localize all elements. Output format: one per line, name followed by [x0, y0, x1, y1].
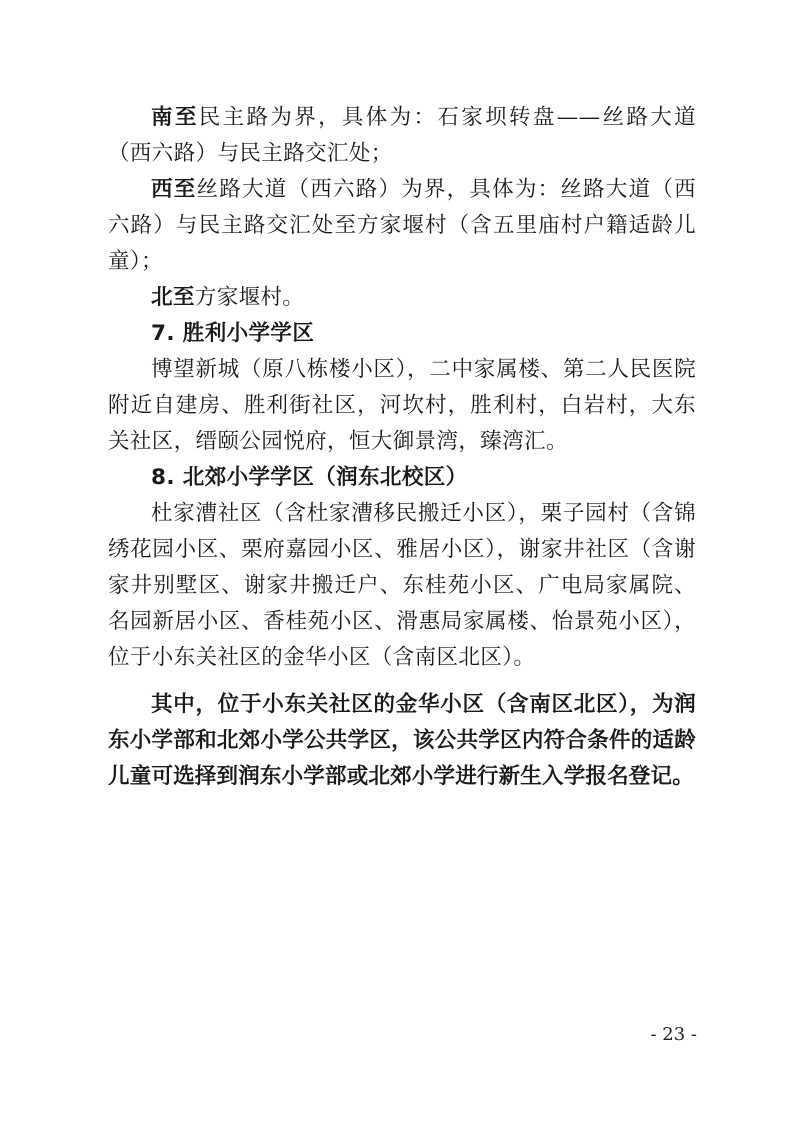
west-boundary-text: 丝路大道（西六路）为界，具体为：丝路大道（西六路）与民主路交汇处至方家堰村（含五里庙村户籍适龄儿童）； [108, 177, 696, 274]
section-8-heading: 8. 北郊小学学区（润东北校区） [151, 465, 468, 490]
north-boundary-text: 方家堰村。 [194, 285, 305, 310]
section-8-body: 杜家漕社区（含杜家漕移民搬迁小区），栗子园村（含锦绣花园小区、栗府嘉园小区、雅居小区），谢家井社区（含谢家井别墅区、谢家井搬迁户、东桂苑小区、广电局家属院、名园新居小区、香桂苑小区、滑惠局家属楼、怡景苑小区），位于小东关社区的金华小区（含南区北区）。 [108, 501, 696, 670]
page-number: - 23 - [650, 1024, 697, 1045]
section-7-heading: 7. 胜利小学学区 [151, 321, 315, 346]
south-boundary-lead: 南至 [151, 105, 199, 130]
west-boundary-paragraph [108, 172, 696, 280]
west-boundary-lead: 西至 [151, 177, 197, 202]
south-boundary-paragraph [108, 100, 696, 172]
document-page [108, 100, 696, 795]
section-7-body: 博望新城（原八栋楼小区），二中家属楼、第二人民医院附近自建房、胜利街社区，河坎村，胜利村，白岩村，大东关社区，缙颐公园悦府，恒大御景湾，臻湾汇。 [108, 357, 696, 454]
north-boundary-lead: 北至 [151, 285, 195, 310]
north-boundary-paragraph [108, 280, 696, 316]
south-boundary-text: 民主路为界，具体为：石家坝转盘——丝路大道（西六路）与民主路交汇处； [108, 105, 696, 166]
shared-district-note: 其中，位于小东关社区的金华小区（含南区北区），为润东小学部和北郊小学公共学区，该公共学区内符合条件的适龄儿童可选择到润东小学部或北郊小学进行新生入学报名登记。 [108, 692, 696, 789]
